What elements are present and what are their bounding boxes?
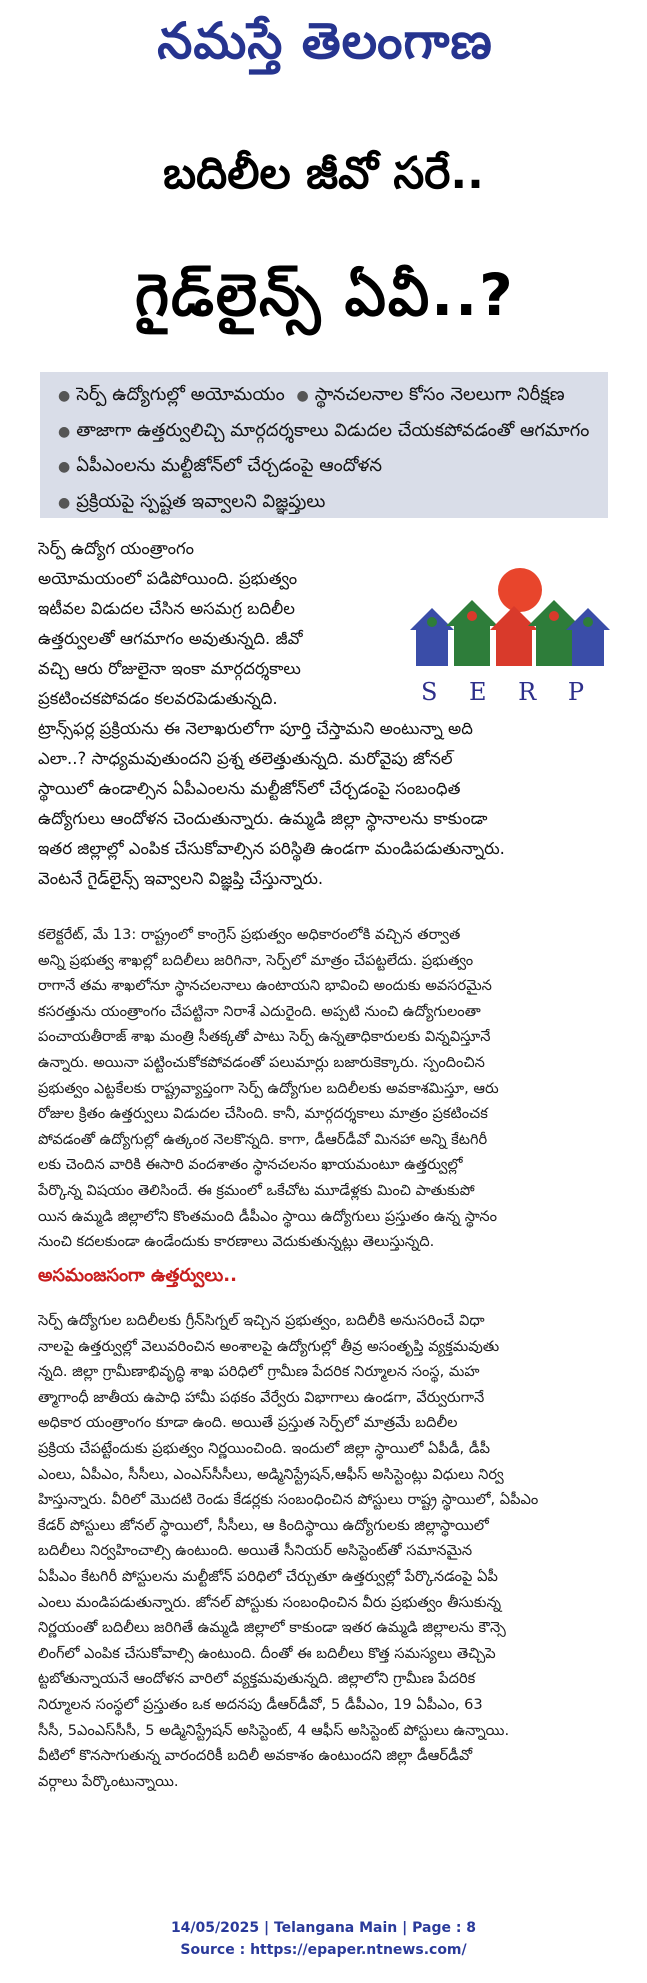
highlight-item: స్థానచలనాల కోసం నెలలుగా నిరీక్షణ: [314, 384, 565, 405]
highlights-line: [52, 414, 596, 450]
body-line: ఉన్నారు. అయినా పట్టించుకోకపోవడంతో పలుమార్లు బజారుకెక్కారు. స్పందించిన: [38, 1054, 485, 1071]
lead-line: అయోమయంలో పడిపోయింది. ప్రభుత్వం: [38, 569, 298, 588]
body-line: కసరత్తును యంత్రాంగం చేపట్టినా నిరాశే ఎదురైంది. అప్పటి నుంచి ఉద్యోగులంతా: [38, 1002, 481, 1020]
bullet-icon: ●: [58, 388, 71, 404]
body-line: అన్ని ప్రభుత్వ శాఖల్లో బదిలీలు జరిగినా, సెర్ప్‌లో మాత్రం చేపట్టలేదు. ప్రభుత్వం: [38, 951, 474, 969]
body-line: రోజుల క్రితం ఉత్తర్వులు విడుదల చేసింది. కానీ, మార్గదర్శకాలు మాత్రం ప్రకటించక: [38, 1105, 488, 1123]
body-line: అధికార యంత్రాంగం కూడా ఉంది. అయితే ప్రస్తుత సెర్ప్‌లో మాత్రమే బదిలీల: [38, 1414, 458, 1432]
bullet-icon: ●: [58, 423, 71, 440]
subheading: అసమంజసంగా ఉత్తర్వులు..: [38, 1265, 237, 1286]
body-line: యిన ఉమ్మడి జిల్లాలోని కొంతమంది డీపీఎం స్థాయి ఉద్యోగులు ప్రస్తుతం ఉన్న స్థానం: [38, 1207, 498, 1225]
highlight-item: తాజాగా ఉత్తర్వులిచ్చి మార్గదర్శకాలు విడుదల చేయకపోవడంతో ఆగమాగం: [76, 419, 590, 441]
bullet-icon: ●: [58, 459, 71, 475]
body-line: ప్రక్రియ చేపట్టేందుకు ప్రభుత్వం నిర్ణయించింది. ఇందులో జిల్లా స్థాయిలో ఏపీడీ, డీపీ: [38, 1440, 490, 1457]
lead-line: ఉత్తర్వులతో ఆగమాగం అవుతున్నది. జీవో: [38, 629, 303, 648]
body-line: సెర్ప్ ఉద్యోగుల బదిలీలకు గ్రీన్‌సిగ్నల్ ఇచ్చిన ప్రభుత్వం, బదిలీకి అనుసరించే విధా: [38, 1312, 485, 1329]
body-line: వీటిలో కొనసాగుతున్న వారందరికీ బదిలీ అవకాశం ఉంటుందని జిల్లా డీఆర్‌డీవో: [38, 1747, 473, 1765]
serp-logo: [402, 560, 615, 710]
highlight-item: సెర్ప్ ఉద్యోగుల్లో అయోమయం: [76, 384, 285, 405]
body-line: వర్గాలు పేర్కొంటున్నాయి.: [38, 1772, 179, 1790]
body-line: పంచాయతీరాజ్ శాఖ మంత్రి సీతక్కతో పాటు సెర్ప్ ఉన్నతాధికారులకు విన్నవిస్తూనే: [38, 1028, 491, 1046]
body-line: కేడర్ పోస్టులు జోనల్ స్థాయిలో, సీసీలు, ఆ కిందిస్థాయి ఉద్యోగులకు జిల్లాస్థాయిలో: [38, 1516, 489, 1534]
footer-edition-info: 14/05/2025 | Telangana Main | Page : 8: [170, 1920, 477, 1936]
body-line: పేర్కొన్న విషయం తెలిసిందే. ఈ క్రమంలో ఒకేచోట మూడేళ్లకు మించి పాతుకుపో: [38, 1182, 475, 1199]
lead-line: వెంటనే గైడ్‌లైన్స్ ఇవ్వాలని విజ్ఞప్తి చేస్తున్నారు.: [38, 869, 324, 888]
masthead: నమస్తే తెలంగాణ: [157, 11, 493, 70]
body-line: రాగానే తమ శాఖలోనూ స్థానచలనాలు ఉంటాయని భావించి అందుకు అవసరమైన: [38, 977, 492, 995]
body-line: ఎంలు మండిపడుతున్నారు. జోనల్ పోస్టుకు సంబంధించిన వీరు ప్రభుత్వం తీసుకున్న: [38, 1593, 502, 1611]
body-line: కలెక్టరేట్, మే 13: రాష్ట్రంలో కాంగ్రెస్ ప్రభుత్వం అధికారంలోకి వచ్చిన తర్వాత: [38, 926, 461, 943]
headline-line-1: బదిలీల జీవో సరే..: [163, 148, 484, 199]
body-line: నుంచి కదలకుండా ఉండేందుకు కారణాలు వెదుకుతున్నట్లు తెలుస్తున్నది.: [38, 1233, 435, 1251]
serp-houses-icon: [402, 560, 615, 675]
lead-line: ప్రకటించకపోవడం కలవరపెడుతున్నది.: [38, 689, 278, 708]
lead-line: సెర్ప్ ఉద్యోగ యంత్రాంగం: [38, 539, 195, 558]
lead-line: ఎలా..? సాధ్యమవుతుందని ప్రశ్న తలెత్తుతున్నది. మరోవైపు జోనల్: [38, 749, 453, 768]
body-line: ఏపీఎం కేటగిరీ పోస్టులను మల్టీజోన్ పరిధిలో చేర్చుతూ ఉత్తర్వుల్లో పేర్కొనడంపై ఏపీ: [38, 1568, 498, 1585]
body-line: నిర్మూలన సంస్థలో ప్రస్తుతం ఒక అదనపు డీఆర్‌డీవో, 5 డీపీఎం, 19 ఏపీఎం, 63: [38, 1696, 483, 1713]
lead-line: వచ్చి ఆరు రోజులైనా ఇంకా మార్గదర్శకాలు: [38, 659, 301, 678]
lead-line: ఉద్యోగులు ఆందోళన చెందుతున్నారు. ఉమ్మడి జిల్లా స్థానాలను కాకుండా: [38, 809, 488, 828]
lead-line: ట్రాన్స్‌ఫర్ల ప్రక్రియను ఈ నెలాఖరులోగా పూర్తి చేస్తామని అంటున్నా అది: [38, 719, 473, 738]
headline-line-2: గైడ్‌లైన్స్ ఏవీ..?: [135, 261, 515, 329]
lead-line: స్థాయిలో ఉండాల్సిన ఏపీఎంలను మల్టీజోన్‌లో చేర్చడంపై సంబంధిత: [38, 779, 461, 798]
body-line: సీసీ, 5ఎంఎస్‌సీసీ, 5 అడ్మినిస్ట్రేషన్ అసిస్టెంట్, 4 ఆఫీస్ అసిస్టెంట్ పోస్టులు ఉన్నాయి.: [38, 1721, 510, 1739]
body-line: ప్రభుత్వం ఎట్టకేలకు రాష్ట్రవ్యాప్తంగా సెర్ప్ ఉద్యోగుల బదిలీలకు అవకాశమిస్తూ, ఆరు: [38, 1079, 499, 1097]
highlights-box: [40, 372, 608, 518]
body-line: త్మాగాంధీ జాతీయ ఉపాధి హామీ పథకం వేర్వేరు విభాగాలు ఉండగా, వేర్వురుగానే: [38, 1388, 485, 1406]
highlights-line: [52, 378, 596, 414]
highlights-line: [52, 485, 596, 521]
serp-logo-text: S E R P: [420, 678, 597, 706]
bullet-icon: ●: [296, 388, 309, 404]
body-line: హిస్తున్నారు. వీరిలో మొదటి రెండు కేడర్లకు సంబంధించిన పోస్టులు రాష్ట్ర స్థాయిలో, ఏపీఎం: [38, 1491, 539, 1509]
body-line: ఎంలు, ఏపీఎం, సీసీలు, ఎంఎస్‌సీసీలు, అడ్మినిస్ట్రేషన్,ఆఫీస్ అసిస్టెంట్లు విధులు నిర్వ: [38, 1465, 504, 1483]
footer-source-link[interactable]: Source : https://epaper.ntnews.com/: [180, 1942, 467, 1958]
body-line: లకు చెందిన వారికి ఈసారి వందశాతం స్థానచలనం ఖాయమంటూ ఉత్తర్వుల్లో: [38, 1156, 463, 1174]
highlight-item: ఏపీఎంలను మల్టీజోన్‌లో చేర్చడంపై ఆందోళన: [76, 455, 382, 476]
body-line: పోవడంతో ఉద్యోగుల్లో ఉత్కంఠ నెలకొన్నది. కాగా, డీఆర్‌డీవో మినహా అన్ని కేటగిరీ: [38, 1130, 488, 1148]
highlights-line: [52, 449, 596, 485]
body-line: లింగ్‌లో ఎంపిక చేసుకోవాల్సి ఉంటుంది. దీంతో ఈ బదిలీలు కొత్త సమస్యలు తెచ్చిపె: [38, 1644, 496, 1662]
highlight-item: ప్రక్రియపై స్పష్టత ఇవ్వాలని విజ్ఞప్తులు: [76, 490, 326, 512]
body-line: ట్టబోతున్నాయనే ఆందోళన వారిలో వ్యక్తమవుతున్నది. జిల్లాలోని గ్రామీణ పేదరిక: [38, 1670, 476, 1688]
lead-line: ఇటీవల విడుదల చేసిన అసమగ్ర బదిలీల: [38, 599, 295, 618]
body-line: నిర్ణయంతో బదిలీలు జరిగితే ఉమ్మడి జిల్లాలో కాకుండా ఇతర ఉమ్మడి జిల్లాలను కౌన్సె: [38, 1619, 506, 1637]
body-line: న్నది. జిల్లా గ్రామీణాభివృద్ధి శాఖ పరిధిలో గ్రామీణ పేదరిక నిర్మూలన సంస్థ, మహ: [38, 1363, 480, 1381]
body-line: బదిలీలు నిర్వహించాల్సి ఉంటుంది. అయితే సీనియర్ అసిస్టెంట్‌తో సమానమైన: [38, 1542, 473, 1560]
lead-line: ఇతర జిల్లాల్లో ఎంపిక చేసుకోవాల్సిన పరిస్థితి ఉండగా మండిపడుతున్నారు.: [38, 839, 505, 858]
bullet-icon: ●: [58, 494, 71, 511]
body-line: నాలపై ఉత్తర్వుల్లో వెలువరించిన అంశాలపై ఉద్యోగుల్లో తీవ్ర అసంతృప్తి వ్యక్తమవుతు: [38, 1337, 500, 1355]
